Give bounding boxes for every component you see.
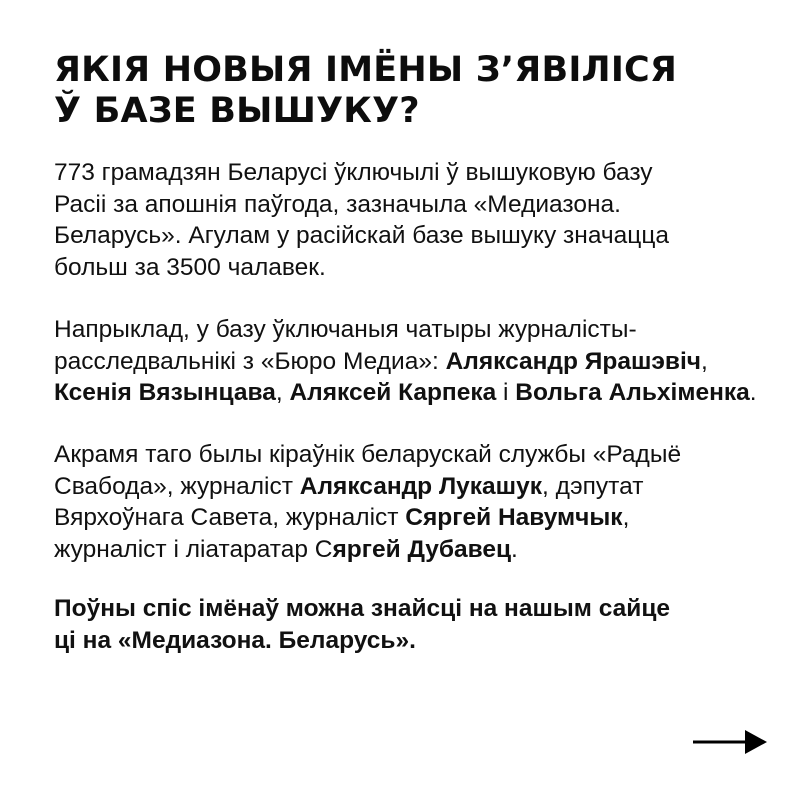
- text-fragment: і: [496, 379, 516, 407]
- person-name: Ксенія Вязынцава: [54, 379, 276, 407]
- post-title-line: Ў БАЗЕ ВЫШУКУ?: [54, 91, 420, 131]
- person-name: яргей Дубавец: [332, 535, 512, 563]
- text-fragment: расследвальнікі з «Бюро Медиа»:: [54, 347, 446, 375]
- text-line: Напрыклад, у базу ўключаныя чатыры журналісты-: [54, 316, 637, 343]
- text-line: Расіі за апошнія паўгода, зазначыла «Медиазона.: [54, 190, 621, 218]
- text-fragment: .: [749, 379, 757, 407]
- full-list-note: [54, 593, 774, 656]
- person-name: Вольга Альхіменка: [515, 379, 750, 407]
- text-line: [54, 502, 774, 534]
- person-name: Аляксандр Лукашук: [299, 472, 542, 500]
- text-fragment: .: [511, 535, 518, 563]
- text-line: Беларусь». Агулам у расійскай базе вышуку значацца: [54, 222, 669, 250]
- arrow-right-icon-graphic: [693, 729, 767, 755]
- person-name: Аляксандр Ярашэвіч: [445, 347, 702, 375]
- text-line: [54, 534, 774, 566]
- text-line: Поўны спіс імёнаў можна знайсці на нашым сайце: [54, 595, 671, 622]
- text-line: больш за 3500 чалавек.: [54, 253, 326, 281]
- intro-paragraph: [54, 157, 774, 283]
- text-fragment: Свабода», журналіст: [54, 472, 300, 500]
- text-fragment: журналіст і ліатаратар С: [54, 535, 333, 563]
- text-fragment: ,: [275, 379, 290, 407]
- others-paragraph: [54, 439, 774, 565]
- text-line: ці на «Медиазона. Беларусь».: [54, 626, 416, 654]
- text-line: [54, 471, 774, 503]
- person-name: Сяргей Навумчык: [405, 504, 623, 532]
- text-line: [54, 377, 774, 409]
- text-line: [54, 346, 774, 378]
- text-line: Акрамя таго былы кіраўнік беларускай службы «Радыё: [54, 441, 682, 468]
- person-name: Аляксей Карпека: [289, 379, 497, 407]
- text-fragment: ,: [701, 347, 708, 375]
- text-fragment: ,: [622, 504, 630, 532]
- text-line: 773 грамадзян Беларусі ўключылі ў вышуковую базу: [54, 159, 653, 186]
- text-fragment: Вярхоўнага Савета, журналіст: [54, 504, 406, 532]
- text-fragment: , дэпутат: [541, 472, 644, 500]
- journalists-paragraph: [54, 314, 774, 409]
- post-title-line: ЯКІЯ НОВЫЯ ІМЁНЫ З’ЯВІЛІСЯ: [54, 50, 678, 90]
- post-title: [54, 50, 754, 132]
- arrow-right-icon[interactable]: [693, 729, 767, 755]
